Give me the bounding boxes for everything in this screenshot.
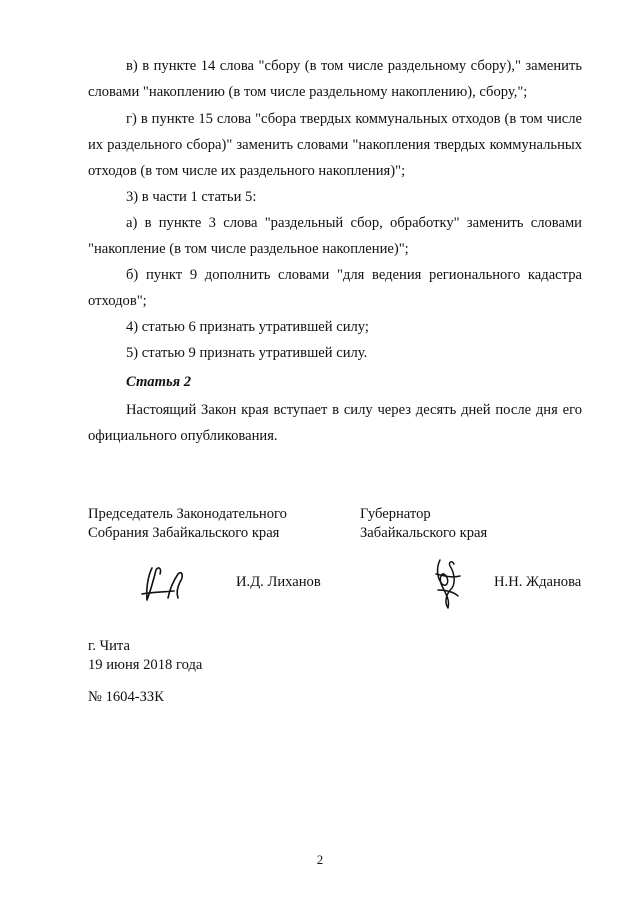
right-title-line2: Забайкальского края (360, 525, 488, 541)
footer-city: г. Чита (88, 638, 130, 654)
left-signature-image (138, 562, 188, 606)
paragraph-3: 3) в части 1 статьи 5: (126, 189, 257, 205)
paragraph-v: в) в пункте 14 слова "сбору (в том числе раздельному сбору)," заменить словами "накоплению (в том числе раздельному накоплению), сбору,"; (88, 58, 582, 100)
footer-place-date (88, 637, 202, 675)
footer-date: 19 июня 2018 года (88, 657, 203, 673)
law-number: № 1604-ЗЗК (88, 689, 164, 705)
article-heading: Статья 2 (126, 374, 192, 390)
right-signature-image (428, 556, 468, 612)
right-signatory-title (360, 505, 487, 543)
right-title-line1: Губернатор (360, 506, 431, 522)
paragraph-a: а) в пункте 3 слова "раздельный сбор, обработку" заменить словами "накопление (в том числе раздельное накопление)"; (88, 215, 582, 257)
article-text: Настоящий Закон края вступает в силу через десять дней после дня его официального опубликования. (88, 402, 582, 444)
paragraph-g: г) в пункте 15 слова "сбора твердых коммунальных отходов (в том числе их раздельного сбора)" заменить словами "накопления твердых коммунальных отходов (в том числе их раздельного накопления)"; (88, 111, 582, 179)
paragraph-b: б) пункт 9 дополнить словами "для ведения регионального кадастра отходов"; (88, 267, 582, 309)
paragraph-4: 4) статью 6 признать утратившей силу; (126, 319, 369, 335)
left-title-line2: Собрания Забайкальского края (88, 525, 280, 541)
left-signatory-name: И.Д. Лиханов (236, 574, 321, 590)
left-title-line1: Председатель Законодательного (88, 506, 287, 522)
page-number: 2 (316, 852, 324, 867)
right-signatory-name: Н.Н. Жданова (494, 574, 582, 590)
paragraph-5: 5) статью 9 признать утратившей силу. (126, 345, 368, 361)
left-signatory-title (88, 505, 287, 543)
